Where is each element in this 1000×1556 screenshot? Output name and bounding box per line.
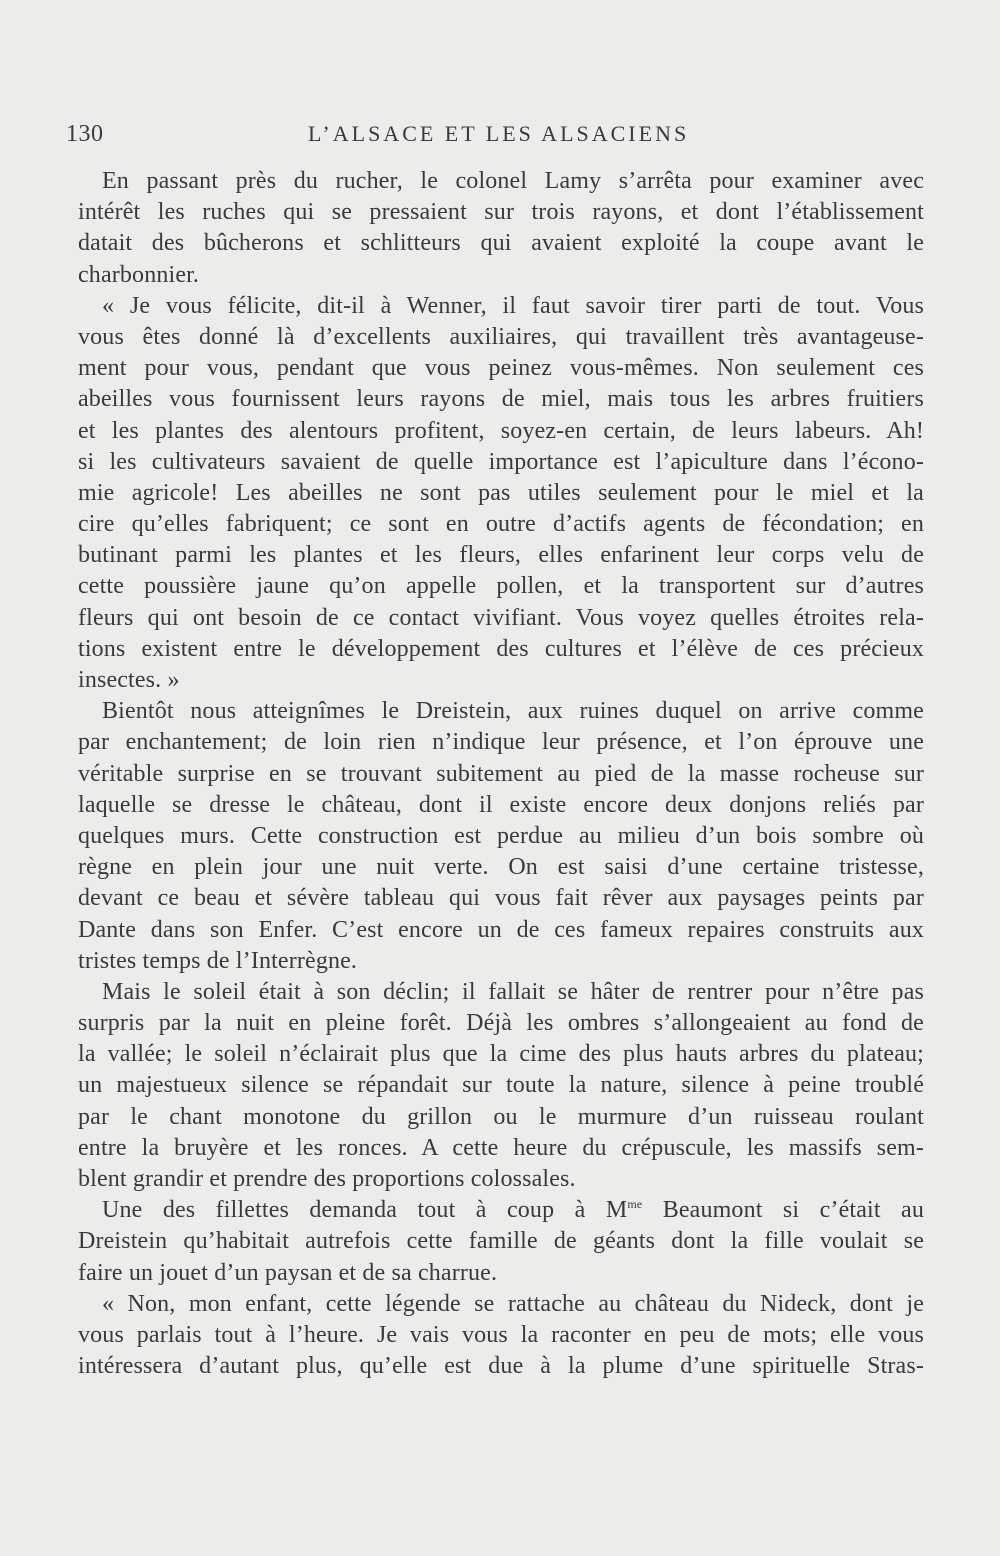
text-line: si les cultivateurs savaient de quelle importance est l’apiculture dans l’écono- xyxy=(78,448,924,475)
text-line: devant ce beau et sévère tableau qui vous fait rêver aux paysages peints par xyxy=(78,885,924,912)
text-line: cette poussière jaune qu’on appelle pollen, et la transportent sur d’autres xyxy=(78,573,924,600)
text-line: intéressera d’autant plus, qu’elle est due à la plume d’une spirituelle Stras- xyxy=(78,1353,924,1380)
text-line: laquelle se dresse le château, dont il existe encore deux donjons reliés par xyxy=(78,791,924,818)
text-line: tions existent entre le développement des cultures et l’élève de ces précieux xyxy=(78,635,924,662)
text-line: quelques murs. Cette construction est perdue au milieu d’un bois sombre où xyxy=(78,822,924,849)
page-number: 130 xyxy=(66,121,104,147)
text-line: « Je vous félicite, dit-il à Wenner, il faut savoir tirer parti de tout. Vous xyxy=(102,292,924,319)
text-line: Dreistein qu’habitait autrefois cette famille de géants dont la fille voulait se xyxy=(78,1228,924,1255)
text-line: butinant parmi les plantes et les fleurs, elles enfarinent leur corps velu de xyxy=(78,542,924,569)
body-text xyxy=(78,166,924,1382)
text-line: charbonnier. xyxy=(78,261,200,288)
text-line: un majestueux silence se répandait sur toute la nature, silence à peine troublé xyxy=(78,1072,924,1099)
running-head xyxy=(66,121,866,155)
text-line: blent grandir et prendre des proportions colossales. xyxy=(78,1166,576,1192)
text-line: entre la bruyère et les ronces. A cette heure du crépuscule, les massifs sem- xyxy=(78,1134,924,1161)
text-line: datait des bûcherons et schlitteurs qui avaient exploité la coupe avant le xyxy=(78,230,924,257)
text-line: par le chant monotone du grillon ou le murmure d’un ruisseau roulant xyxy=(78,1103,924,1130)
text-line xyxy=(78,1195,924,1226)
text-line: mie agricole! Les abeilles ne sont pas utiles seulement pour le miel et la xyxy=(78,479,924,506)
text-line: intérêt les ruches qui se pressaient sur trois rayons, et dont l’établissement xyxy=(78,199,924,226)
text-line: cire qu’elles fabriquent; ce sont en outre d’actifs agents de fécondation; en xyxy=(78,511,924,538)
text-line: Dante dans son Enfer. C’est encore un de ces fameux repaires construits aux xyxy=(78,916,924,943)
text-line: insectes. » xyxy=(78,667,180,693)
text-segment: Une des fillettes demanda tout à coup à M xyxy=(102,1197,628,1224)
running-title: L’ALSACE ET LES ALSACIENS xyxy=(308,121,690,146)
text-line: surpris par la nuit en pleine forêt. Déjà les ombres s’allongeaient au fond de xyxy=(78,1010,924,1037)
text-line: Mais le soleil était à son déclin; il fallait se hâter de rentrer pour n’être pas xyxy=(102,978,924,1005)
text-line: par enchantement; de loin rien n’indique leur présence, et l’on éprouve une xyxy=(78,729,924,756)
text-line: vous parlais tout à l’heure. Je vais vous la raconter en peu de mots; elle vous xyxy=(78,1321,924,1348)
text-line: fleurs qui ont besoin de ce contact vivifiant. Vous voyez quelles étroites rela- xyxy=(78,604,924,631)
text-line: et les plantes des alentours profitent, soyez-en certain, de leurs labeurs. Ah! xyxy=(78,417,924,444)
text-segment: Beaumont si c’était au xyxy=(642,1197,924,1224)
text-line: Bientôt nous atteignîmes le Dreistein, aux ruines duquel on arrive comme xyxy=(102,698,924,725)
text-line: « Non, mon enfant, cette légende se rattache au château du Nideck, dont je xyxy=(102,1290,924,1317)
abbreviation-superscript: me xyxy=(627,1197,643,1212)
text-line: abeilles vous fournissent leurs rayons de miel, mais tous les arbres fruitiers xyxy=(78,386,924,413)
text-line: règne en plein jour une nuit verte. On est saisi d’une certaine tristesse, xyxy=(78,854,924,881)
text-line: vous êtes donné là d’excellents auxiliaires, qui travaillent très avantageuse- xyxy=(78,323,924,350)
text-line: ment pour vous, pendant que vous peinez vous-mêmes. Non seulement ces xyxy=(78,355,924,382)
text-line: tristes temps de l’Interrègne. xyxy=(78,947,358,974)
text-line: la vallée; le soleil n’éclairait plus que la cime des plus hauts arbres du plateau; xyxy=(78,1041,924,1068)
text-line: véritable surprise en se trouvant subitement au pied de la masse rocheuse sur xyxy=(78,760,924,787)
text-line: En passant près du rucher, le colonel Lamy s’arrêta pour examiner avec xyxy=(102,168,924,194)
text-line: faire un jouet d’un paysan et de sa charrue. xyxy=(78,1259,498,1286)
